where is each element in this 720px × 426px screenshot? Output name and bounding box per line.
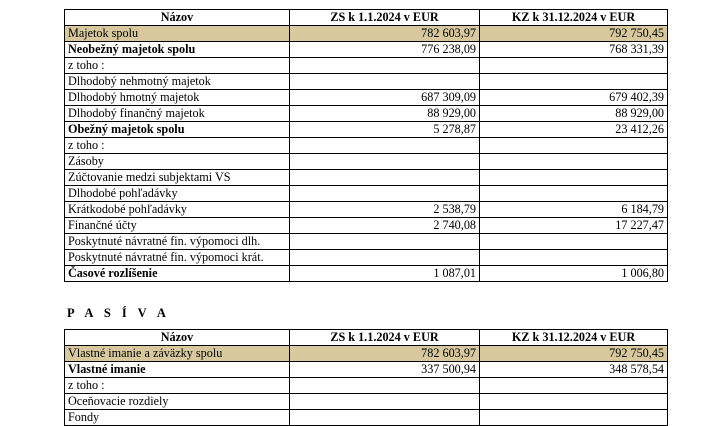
table-row: [65, 362, 668, 378]
aktiva-table-body: [65, 26, 668, 282]
table-row: [65, 250, 668, 266]
table-row: [65, 106, 668, 122]
row-label: Časové rozlíšenie: [65, 266, 290, 282]
row-label: Dlhodobý nehmotný majetok: [65, 74, 290, 90]
table-row: [65, 138, 668, 154]
pasiva-section-title: P A S Í V A: [67, 306, 170, 320]
column-header-zs: ZS k 1.1.2024 v EUR: [290, 330, 480, 346]
value-kz: 23 412,26: [480, 122, 668, 138]
value-kz: 88 929,00: [480, 106, 668, 122]
value-kz: 6 184,79: [480, 202, 668, 218]
row-label: Neobežný majetok spolu: [65, 42, 290, 58]
table-row: [65, 394, 668, 410]
value-kz: 679 402,39: [480, 90, 668, 106]
value-zs: [290, 170, 480, 186]
table-row: [65, 42, 668, 58]
table-header-row: [65, 330, 668, 346]
table-row: [65, 26, 668, 42]
value-zs: [290, 378, 480, 394]
value-kz: 348 578,54: [480, 362, 668, 378]
value-zs: 782 603,97: [290, 26, 480, 42]
value-zs: [290, 394, 480, 410]
value-zs: [290, 250, 480, 266]
value-zs: [290, 410, 480, 426]
value-zs: [290, 234, 480, 250]
value-kz: [480, 250, 668, 266]
value-kz: 792 750,45: [480, 26, 668, 42]
pasiva-table: [64, 329, 668, 426]
row-label: z toho :: [65, 378, 290, 394]
table-row: [65, 378, 668, 394]
value-zs: 1 087,01: [290, 266, 480, 282]
row-label: Fondy: [65, 410, 290, 426]
row-label: Vlastné imanie: [65, 362, 290, 378]
value-kz: [480, 234, 668, 250]
row-label: Majetok spolu: [65, 26, 290, 42]
value-zs: 2 538,79: [290, 202, 480, 218]
table-row: [65, 202, 668, 218]
table-row: [65, 234, 668, 250]
value-zs: 2 740,08: [290, 218, 480, 234]
column-header-name: Názov: [65, 10, 290, 26]
table-row: [65, 154, 668, 170]
row-label: Oceňovacie rozdiely: [65, 394, 290, 410]
pasiva-table-body: [65, 346, 668, 426]
column-header-zs: ZS k 1.1.2024 v EUR: [290, 10, 480, 26]
value-zs: [290, 74, 480, 90]
table-row: [65, 170, 668, 186]
row-label: Dlhodobý finančný majetok: [65, 106, 290, 122]
value-kz: [480, 378, 668, 394]
table-row: [65, 90, 668, 106]
value-zs: 5 278,87: [290, 122, 480, 138]
row-label: Poskytnuté návratné fin. výpomoci dlh.: [65, 234, 290, 250]
value-zs: 687 309,09: [290, 90, 480, 106]
value-kz: 17 227,47: [480, 218, 668, 234]
row-label: Zúčtovanie medzi subjektami VS: [65, 170, 290, 186]
row-label: z toho :: [65, 58, 290, 74]
value-zs: 782 603,97: [290, 346, 480, 362]
value-kz: [480, 170, 668, 186]
value-kz: 792 750,45: [480, 346, 668, 362]
table-row: [65, 410, 668, 426]
table-row: [65, 186, 668, 202]
table-row: [65, 266, 668, 282]
column-header-kz: KZ k 31.12.2024 v EUR: [480, 330, 668, 346]
row-label: Zásoby: [65, 154, 290, 170]
row-label: Dlhodobé pohľadávky: [65, 186, 290, 202]
table-row: [65, 58, 668, 74]
table-row: [65, 122, 668, 138]
table-header-row: [65, 10, 668, 26]
value-kz: [480, 154, 668, 170]
table-row: [65, 74, 668, 90]
row-label: Krátkodobé pohľadávky: [65, 202, 290, 218]
value-kz: [480, 394, 668, 410]
value-zs: 88 929,00: [290, 106, 480, 122]
row-label: z toho :: [65, 138, 290, 154]
value-zs: [290, 138, 480, 154]
row-label: Poskytnuté návratné fin. výpomoci krát.: [65, 250, 290, 266]
row-label: Obežný majetok spolu: [65, 122, 290, 138]
table-row: [65, 346, 668, 362]
value-kz: [480, 58, 668, 74]
value-zs: 337 500,94: [290, 362, 480, 378]
value-kz: [480, 138, 668, 154]
value-zs: [290, 154, 480, 170]
value-zs: 776 238,09: [290, 42, 480, 58]
value-kz: [480, 410, 668, 426]
row-label: Vlastné imanie a záväzky spolu: [65, 346, 290, 362]
value-zs: [290, 186, 480, 202]
column-header-kz: KZ k 31.12.2024 v EUR: [480, 10, 668, 26]
table-row: [65, 218, 668, 234]
aktiva-table: [64, 9, 668, 282]
value-zs: [290, 58, 480, 74]
value-kz: [480, 74, 668, 90]
value-kz: 768 331,39: [480, 42, 668, 58]
row-label: Finančné účty: [65, 218, 290, 234]
column-header-name: Názov: [65, 330, 290, 346]
value-kz: [480, 186, 668, 202]
row-label: Dlhodobý hmotný majetok: [65, 90, 290, 106]
value-kz: 1 006,80: [480, 266, 668, 282]
